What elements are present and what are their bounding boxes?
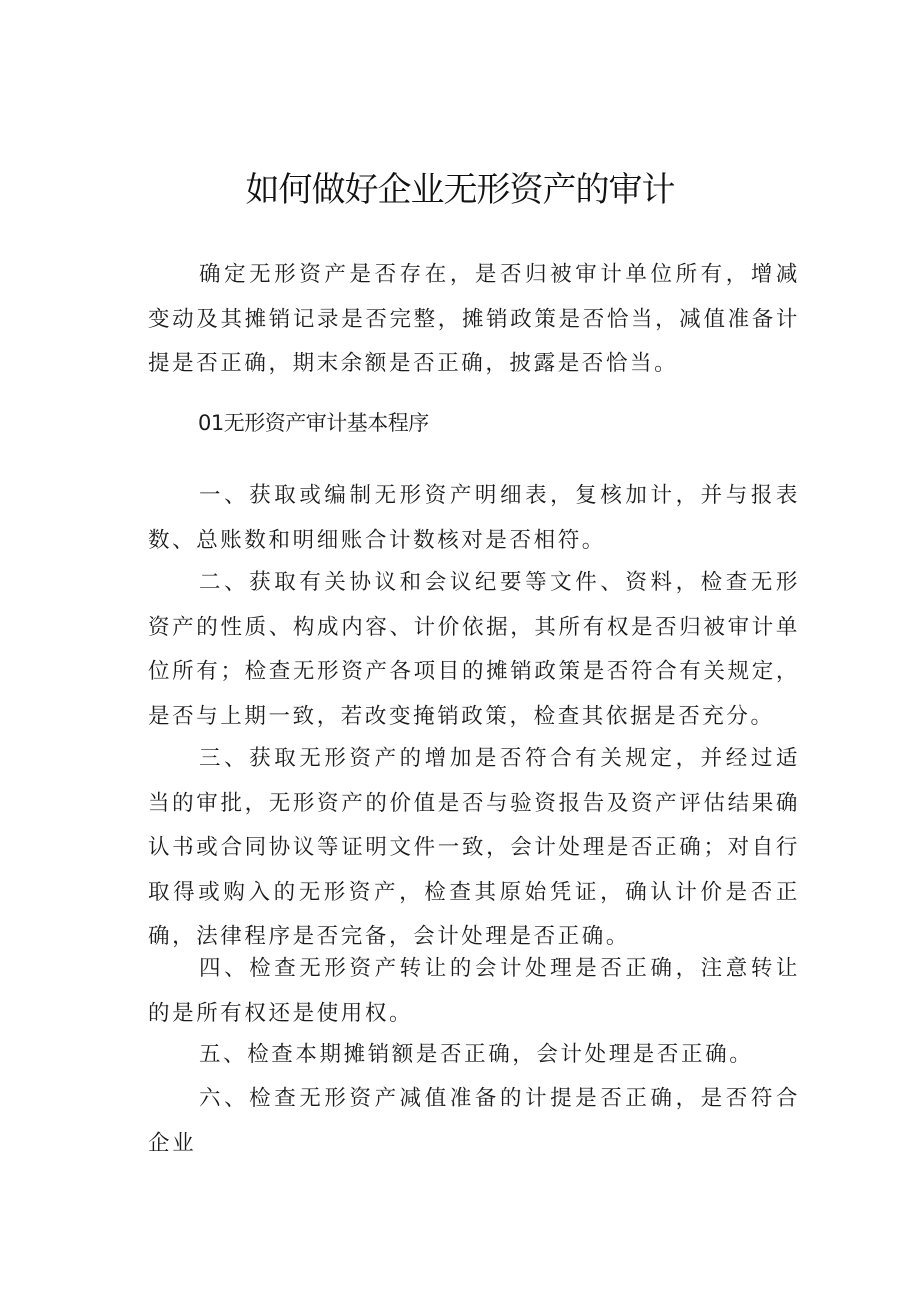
step-paragraph-6: 六、检查无形资产减值准备的计提是否正确，是否符合企业 [148, 1086, 800, 1156]
step-paragraph-4: 四、检查无形资产转让的会计处理是否正确，注意转让的是所有权还是使用权。 [148, 956, 800, 1026]
section-heading: 01无形资产审计基本程序 [198, 411, 429, 435]
step-paragraph-2: 二、获取有关协议和会议纪要等文件、资料，检查无形资产的性质、构成内容、计价依据，其所有权是否归被审计单位所有；检查无形资产各项目的摊销政策是否符合有关规定，是否与上期一致，若改变掩销政策，检查其依据是否充分。 [148, 570, 800, 729]
step-paragraph-1: 一、获取或编制无形资产明细表，复核加计，并与报表数、总账数和明细账合计数核对是否相符。 [148, 483, 800, 553]
intro-paragraph: 确定无形资产是否存在，是否归被审计单位所有，增减变动及其摊销记录是否完整，摊销政策是否恰当，减值准备计提是否正确，期末余额是否正确，披露是否恰当。 [148, 262, 800, 376]
document-title: 如何做好企业无形资产的审计 [245, 170, 675, 210]
step-paragraph-5: 五、检查本期摊销额是否正确，会计处理是否正确。 [199, 1042, 754, 1067]
step-paragraph-3: 三、获取无形资产的增加是否符合有关规定，并经过适当的审批，无形资产的价值是否与验资报告及资产评估结果确认书或合同协议等证明文件一致，会计处理是否正确；对自行取得或购入的无形资产，检查其原始凭证，确认计价是否正确，法律程序是否完备，会计处理是否正确。 [148, 746, 800, 949]
